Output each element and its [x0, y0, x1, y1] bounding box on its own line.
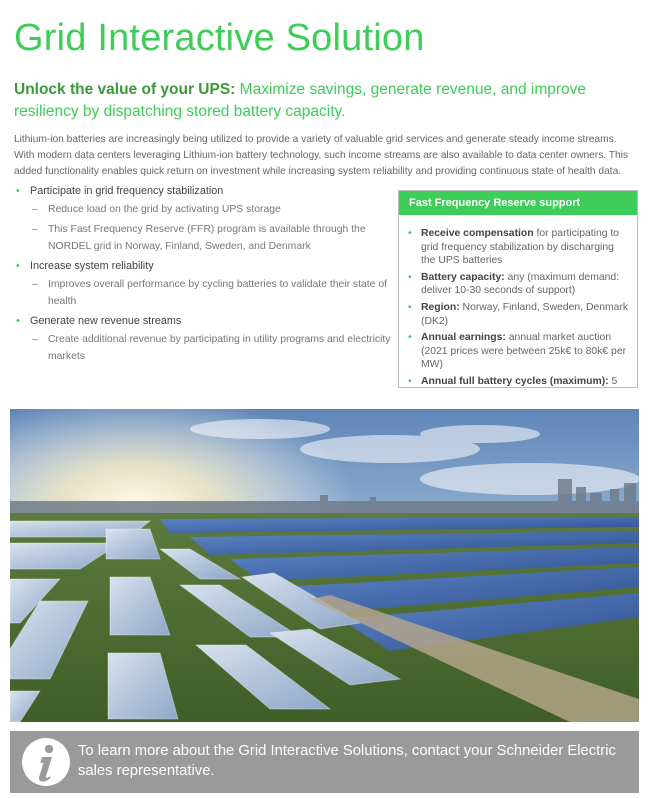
ffr-list-item	[408, 375, 629, 389]
sub-list-item: – This Fast Frequency Reserve (FFR) program is available through the NORDEL grid in Norway, Finland, Sweden, and Denmark	[30, 221, 394, 255]
ffr-item-text: 5	[608, 375, 618, 387]
sub-list-item: – Improves overall performance by cycling batteries to validate their state of health	[30, 276, 394, 310]
list-item-label: Increase system reliability	[30, 260, 154, 272]
ffr-item-label: Receive compensation	[421, 228, 534, 239]
ffr-item-text: Norway, Finland, Sweden, Denmark (DK2)	[421, 301, 629, 327]
footer-banner	[10, 731, 639, 793]
solar-farm-photo	[10, 409, 639, 722]
ffr-box-header: Fast Frequency Reserve support	[399, 191, 637, 215]
ffr-item-text: annual market auction (2021 prices were between 25k€ to 80k€ per MW)	[421, 332, 627, 371]
intro-paragraph: Lithium-ion batteries are increasingly being utilized to provide a variety of valuable grid services and generate steady income streams. With modern data centers leveraging Lithium-ion battery technology, such income streams are also available to data center owners. This added functionality enables quick return on investment while increasing system reliability and providing continuous state of health data.	[14, 134, 629, 177]
sub-list	[30, 201, 394, 255]
solar-farm-illustration	[10, 409, 639, 722]
ffr-item-text: for participating to grid frequency stabilization by discharging the UPS batteries	[421, 228, 620, 267]
info-icon	[20, 736, 72, 788]
sub-list	[30, 331, 394, 365]
ffr-item-label: Annual full battery cycles (maximum):	[421, 375, 609, 387]
sub-list-item: – Create additional revenue by participating in utility programs and electricity markets	[30, 331, 394, 365]
list-item-label: Generate new revenue streams	[30, 315, 182, 327]
benefits-list	[14, 184, 394, 369]
ffr-item-label: Region:	[421, 301, 460, 313]
list-item	[14, 314, 394, 365]
ffr-list	[399, 227, 637, 389]
ffr-item-label: Annual earnings:	[421, 332, 506, 344]
list-item	[14, 184, 394, 255]
page-title: Grid Interactive Solution	[14, 17, 425, 59]
subtitle	[14, 79, 634, 123]
ffr-list-item	[408, 227, 629, 268]
sub-list-item: – Reduce load on the grid by activating UPS storage	[30, 201, 394, 218]
ffr-item-label: Battery capacity:	[421, 271, 505, 283]
subtitle-lead: Unlock the value of your UPS:	[14, 81, 236, 98]
ffr-item-text: any (maximum demand: deliver 10-30 seconds of support)	[421, 271, 620, 297]
list-item	[14, 259, 394, 310]
footer-text: To learn more about the Grid Interactive Solutions, contact your Schneider Electric sales representative.	[78, 743, 616, 779]
subtitle-rest: Maximize savings, generate revenue, and improve resiliency by dispatching stored battery capacity.	[14, 81, 587, 120]
ffr-list-item	[408, 301, 629, 328]
ffr-support-box	[398, 190, 638, 388]
list-item-label: Participate in grid frequency stabilization	[30, 185, 224, 197]
ffr-list-item	[408, 331, 629, 372]
ffr-list-item	[408, 271, 629, 298]
sub-list	[30, 276, 394, 310]
